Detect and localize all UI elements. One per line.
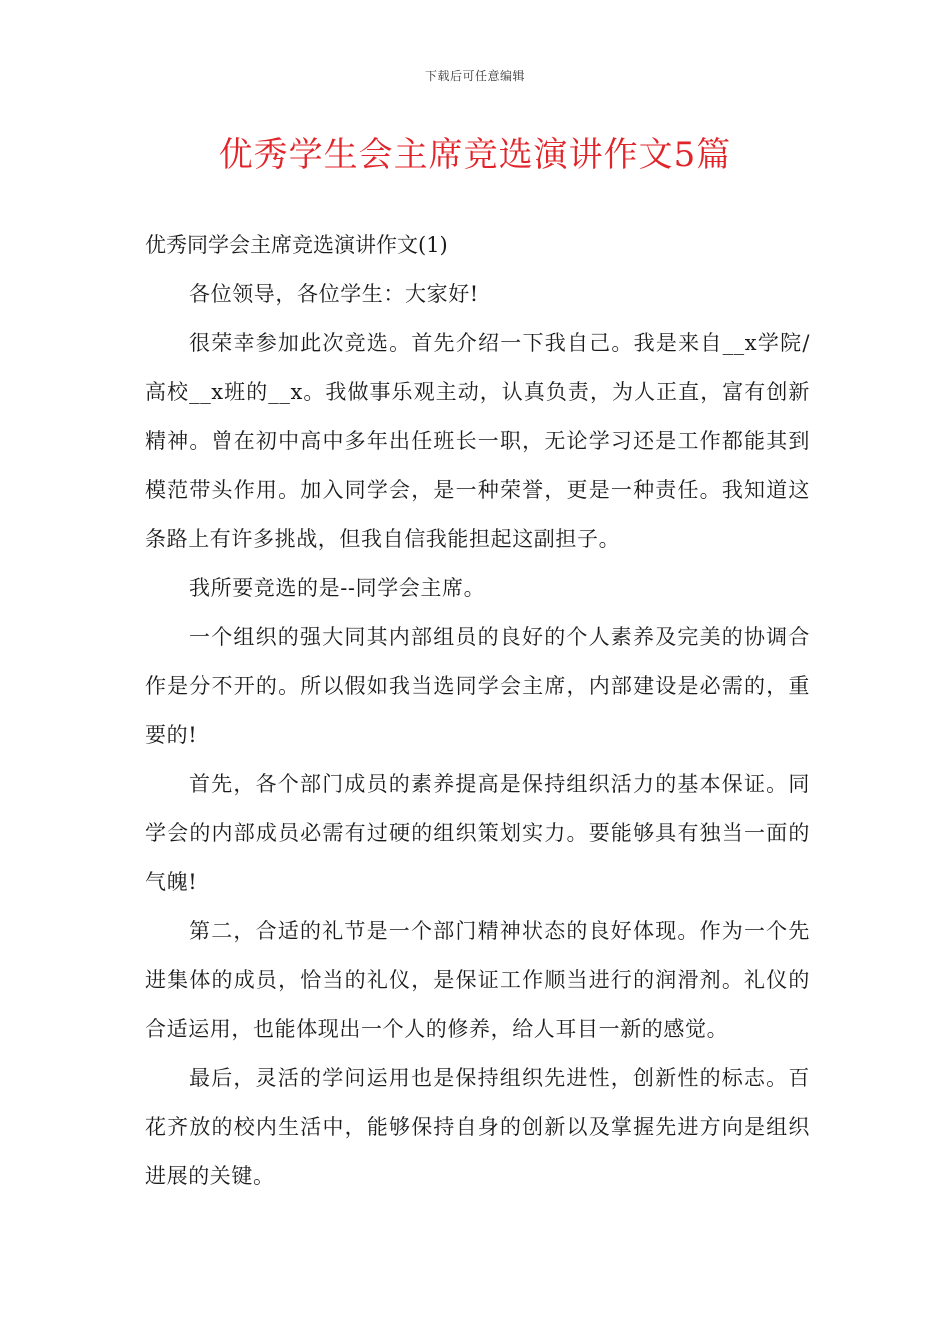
- section-heading: 优秀同学会主席竞选演讲作文(1): [145, 233, 448, 257]
- header-note: 下载后可任意编辑: [424, 69, 525, 83]
- paragraph-self-introduction: 很荣幸参加此次竞选。首先介绍一下我自己。我是来自__x学院/高校__x班的__x。我做事乐观主动，认真负责，为人正直，富有创新精神。曾在初中高中多年出任班长一职，无论学习还是工作都能其到模范带头作用。加入同学会，是一种荣誉，更是一种责任。我知道这条路上有许多挑战，但我自信我能担起这副担子。: [145, 331, 810, 551]
- document-title: 优秀学生会主席竞选演讲作文5篇: [218, 135, 732, 175]
- paragraph-internal-building: 一个组织的强大同其内部组员的良好的个人素养及完美的协调合作是分不开的。所以假如我当选同学会主席，内部建设是必需的，重要的!: [145, 625, 810, 747]
- document-body: [145, 221, 810, 1201]
- paragraph-greeting: 各位领导，各位学生：大家好!: [189, 282, 479, 306]
- paragraph-second-point: 第二，合适的礼节是一个部门精神状态的良好体现。作为一个先进集体的成员，恰当的礼仪，是保证工作顺当进行的润滑剂。礼仪的合适运用，也能体现出一个人的修养，给人耳目一新的感觉。: [145, 919, 810, 1041]
- paragraph-last-point: 最后，灵活的学问运用也是保持组织先进性，创新性的标志。百花齐放的校内生活中，能够保持自身的创新以及掌握先进方向是组织进展的关键。: [145, 1066, 810, 1188]
- paragraph-position: 我所要竞选的是--同学会主席。: [189, 576, 486, 600]
- paragraph-first-point: 首先，各个部门成员的素养提高是保持组织活力的基本保证。同学会的内部成员必需有过硬的组织策划实力。要能够具有独当一面的气魄!: [145, 772, 810, 894]
